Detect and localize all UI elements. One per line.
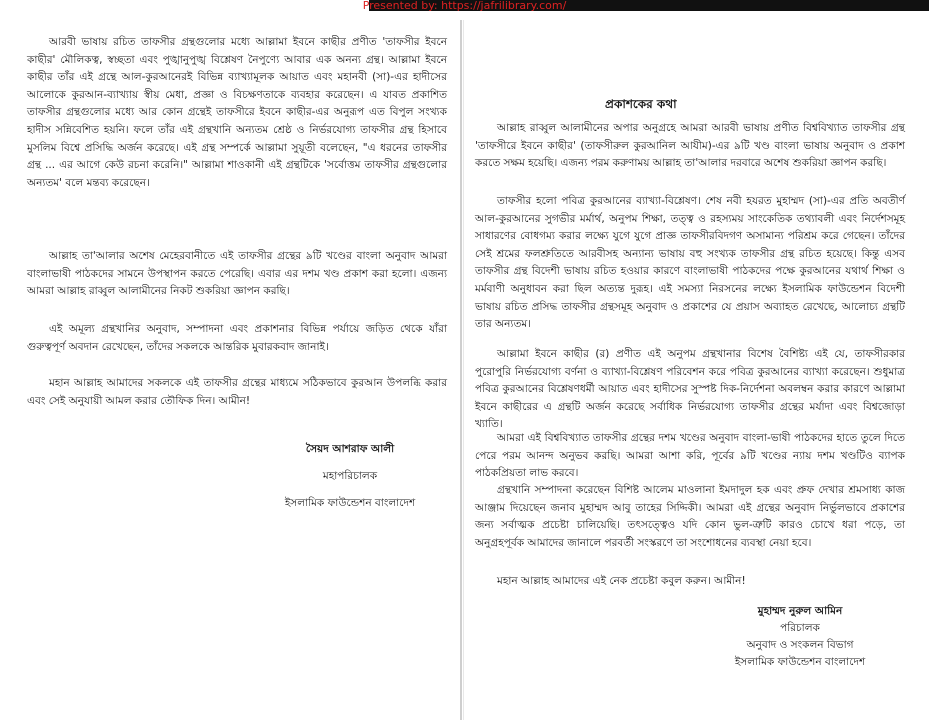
right-signature-dept: অনুবাদ ও সংকলন বিভাগ [746,639,854,651]
right-paragraph-3: আল্লামা ইবনে কাছীর (র) প্রণীত এই অনুপম গ্রন্থখানার বিশেষ বৈশিষ্ট্য এই যে, তাফসীরকার পুরোপুরি নির্ভরযোগ্য বর্ণনা ও ব্যাখ্যা-বিশ্লেষণ পরিবেশন করে পবিত্র কুরআনের ব্যাখ্যা করেছেন। শুধুমাত্র পবিত্র কুরআনের বিশ্লেষণধর্মী আয়াত এবং হাদীসের সুস্পষ্ট দিক-নির্দেশনা অবলম্বন করার কারণে আল্লামা ইবনে কাছীরের এ গ্রন্থটি অর্জন করেছে সর্বাধিক নির্ভরযোগ্য তাফসীর গ্রন্থের মর্যাদা এবং বিশ্বজোড়া খ্যাতি। [475,348,905,431]
page-gutter [460,20,462,720]
left-signature-name: সৈয়দ আশরাফ আলী [305,443,395,455]
left-paragraph-1: আরবী ভাষায় রচিত তাফসীর গ্রন্থগুলোর মধ্যে আল্লামা ইবনে কাছীর প্রণীত 'তাফসীর ইবনে কাছীর' মৌলিকত্ব, স্বচ্ছতা এবং পুঙ্খানুপুঙ্খ বিশ্লেষণ নৈপুণ্যে আবার এক অনন্য গ্রন্থ। আল্লামা ইবনে কাছীর তাঁর এই গ্রন্থে আল-কুরআনেরই বিভিন্ন ব্যাখ্যামূলক আয়াত এবং মহানবী (সা)-এর হাদীসের আলোকে কুরআন-ব্যাখ্যায় স্বীয় মেধা, প্রজ্ঞা ও বিচক্ষণতাকে ব্যবহার করেছেন। এ যাবত প্রকাশিত তাফসীর গ্রন্থগুলোর মধ্যে আর কোন গ্রন্থেই তাফসীরে ইবনে কাছীর-এর অনুরূপ এত বিপুল সংখ্যক হাদীস সন্নিবেশিত হয়নি। ফলে তাঁর এই গ্রন্থখানি অন্যতম শ্রেষ্ঠ ও নির্ভরযোগ্য তাফসীর গ্রন্থ হিসাবে মুসলিম বিশ্বে প্রসিদ্ধি অর্জন করেছে। এই গ্রন্থ সম্পর্কে আল্লামা সুয়ূতী বলেছেন, "এ ধরনের তাফসীর গ্রন্থ ... এর আগে কেউ রচনা করেনি।" আল্লামা শাওকানী এই গ্রন্থটিকে 'সর্বোত্তম তাফসীর গ্রন্থগুলোর অন্যতম' বলে মন্তব্য করেছেন। [27,36,447,189]
right-paragraph-6: মহান আল্লাহ আমাদের এই নেক প্রচেষ্টা কবুল করুন। আমীন! [497,575,746,587]
left-paragraph-3: এই অমূল্য গ্রন্থখানির অনুবাদ, সম্পাদনা এবং প্রকাশনার বিভিন্ন পর্যায়ে জড়িত থেকে যাঁরা গুরুত্বপূর্ণ অবদান রেখেছেন, তাঁদের সকলকে আন্তরিক মুবারকবাদ জানাই। [27,323,447,353]
right-signature [700,603,900,671]
right-signature-name: মুহাম্মদ নুরুল আমিন [757,605,843,617]
watermark: Presented by: https://jafrilibrary.com/ [362,0,567,12]
left-paragraph-2: আল্লাহ তা'আলার অশেষ মেহেরবানীতে এই তাফসীর গ্রন্থের ৯টি খণ্ডের বাংলা অনুবাদ আমরা বাংলাভাষী পাঠকদের সামনে উপস্থাপন করতে পেরেছি। এবার এর দশম খণ্ড প্রকাশ করা হলো। এজন্য আমরা আল্লাহ রাব্বুল আলামীনের নিকট শুকরিয়া জ্ঞাপন করছি। [27,250,447,298]
right-paragraph-2: তাফসীর হলো পবিত্র কুরআনের ব্যাখ্যা-বিশ্লেষণ। শেষ নবী হযরত মুহাম্মদ (সা)-এর প্রতি অবতীর্ণ আল-কুরআনের সুগভীর মর্মার্থ, অনুপম শিক্ষা, তত্ত্ব ও রহস্যময় সাংকেতিক তথ্যাবলী এবং নির্দেশসমূহ সাধারণের বোধগম্য করার লক্ষ্যে যুগে যুগে প্রাজ্ঞ তাফসীরবিদগণ অসামান্য পরিশ্রম করে গেছেন। তাঁদের সেই শ্রমের ফলশ্রুতিতে আরবীসহ অন্যান্য ভাষায় বহু সংখ্যক তাফসীর গ্রন্থ রচিত হয়েছে। কিন্তু এসব তাফসীর গ্রন্থ বিদেশী ভাষায় রচিত হওয়ার কারণে বাংলাভাষী পাঠকদের পক্ষে কুরআনের যথার্থ শিক্ষা ও মর্মবাণী অনুধাবন করা ছিল অত্যন্ত দুরূহ। এই সমস্যা নিরসনের লক্ষ্যে ইসলামিক ফাউন্ডেশন বিদেশী ভাষায় রচিত প্রসিদ্ধ তাফসীর গ্রন্থসমূহ অনুবাদ ও প্রকাশের যে প্রয়াস অব্যাহত রেখেছে, আলোচ্য গ্রন্থটি তার অন্যতম। [475,195,905,331]
page-gutter-shadow [463,20,464,720]
left-signature [250,436,450,517]
right-paragraph-5: গ্রন্থখানি সম্পাদনা করেছেন বিশিষ্ট আলেম মাওলানা ইমদাদুল হক এবং প্রুফ দেখার শ্রমসাধ্য কাজ আঞ্জাম দিয়েছেন জনাব মুহাম্মদ আবু তাহের সিদ্দিকী। আমরা এই গ্রন্থের অনুবাদ নির্ভুলভাবে প্রকাশের জন্য সর্বাত্মক প্রচেষ্টা চালিয়েছি। তৎসত্ত্বেও যদি কোন ভুল-ত্রুটি কারও চোখে ধরা পড়ে, তা অনুগ্রহপূর্বক আমাদের জানালে পরবর্তী সংস্করণে তা সংশোধনের ব্যবস্থা নেয়া হবে। [475,484,905,549]
right-page-heading: প্রকাশকের কথা [605,97,677,111]
right-paragraph-4: আমরা এই বিশ্ববিখ্যাত তাফসীর গ্রন্থের দশম খণ্ডের অনুবাদ বাংলা-ভাষী পাঠকদের হাতে তুলে দিতে পেরে পরম আনন্দ অনুভব করছি। আমরা আশা করি, পূর্বের ৯টি খণ্ডের ন্যায় দশম খণ্ডটিও ব্যাপক পাঠকপ্রিয়তা লাভ করবে। [475,432,905,480]
left-signature-org: ইসলামিক ফাউন্ডেশন বাংলাদেশ [284,497,416,509]
right-paragraph-1: আল্লাহ রাব্বুল আলামীনের অপার অনুগ্রহে আমরা আরবী ভাষায় প্রণীত বিশ্ববিখ্যাত তাফসীর গ্রন্থ 'তাফসীরে ইবনে কাছীর' (তাফসীরুল কুরআনিল আযীম)-এর ৯টি খণ্ড বাংলা ভাষায় অনুবাদ ও প্রকাশ করতে সক্ষম হয়েছি। এজন্য পরম করুণাময় আল্লাহ তা'আলার দরবারে অশেষ শুকরিয়া জ্ঞাপন করছি। [475,122,905,170]
right-signature-org: ইসলামিক ফাউন্ডেশন বাংলাদেশ [734,656,866,668]
left-signature-title: মহাপরিচালক [322,470,378,482]
left-paragraph-4: মহান আল্লাহ আমাদের সকলকে এই তাফসীর গ্রন্থের মাধ্যমে সঠিকভাবে কুরআন উপলব্ধি করার এবং সেই অনুযায়ী আমল করার তৌফিক দিন। আমীন! [27,377,447,407]
right-signature-title: পরিচালক [780,622,820,634]
